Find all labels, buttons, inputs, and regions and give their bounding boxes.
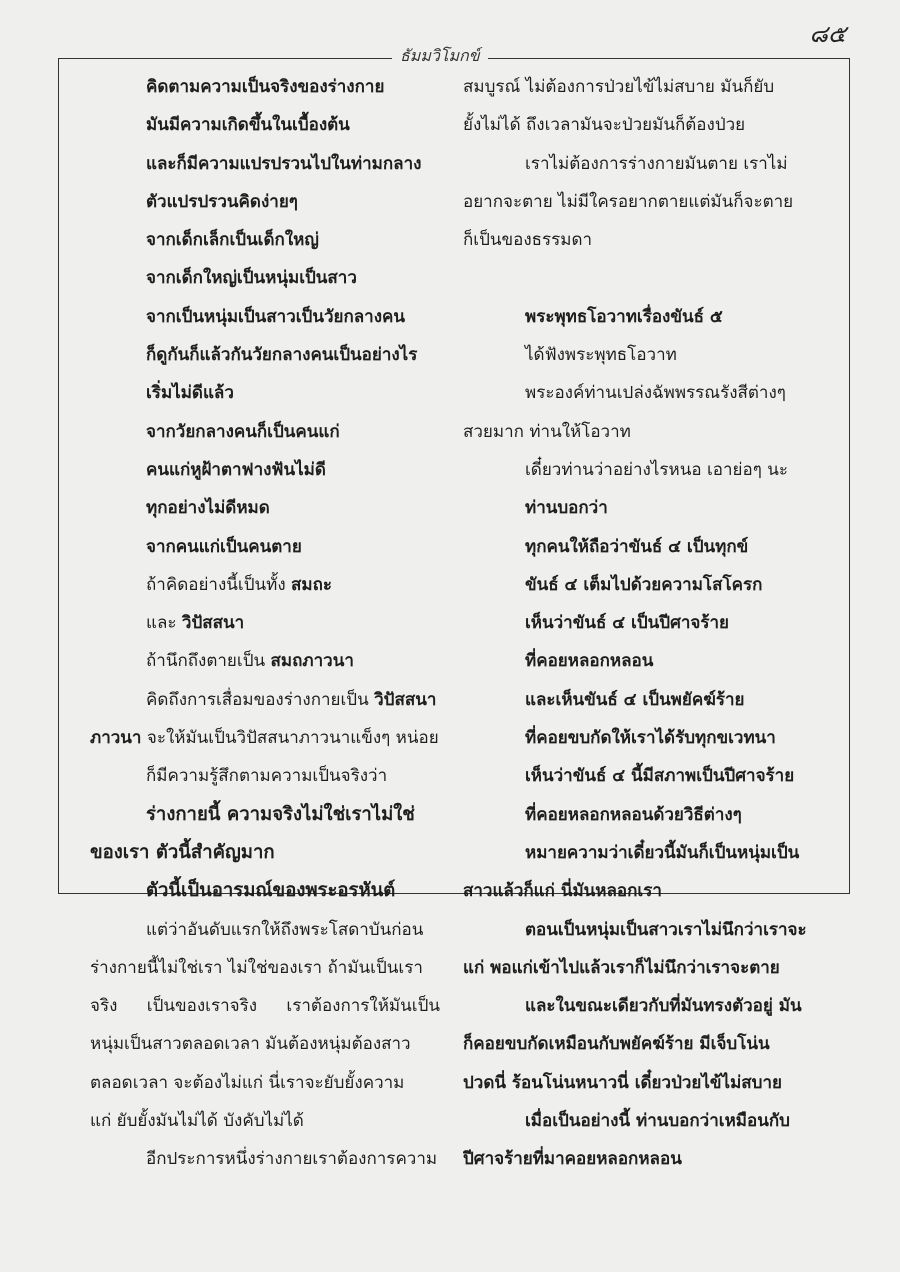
text-run: เราต้องการให้มันเป็น: [286, 996, 440, 1017]
text-line: เห็นว่าขันธ์ ๔ นี้มีสภาพเป็นปีศาจร้าย: [525, 766, 795, 787]
text-line: [90, 987, 440, 1025]
text-line: หมายความว่าเดี๋ยวนี้มันก็เป็นหนุ่มเป็น: [525, 842, 800, 863]
text-line: ก็คอยขบกัดเหมือนกับพยัคฆ์ร้าย มีเจ็บโน่น: [463, 1034, 770, 1055]
text-line: คนแก่หูฝ้าตาฟางฟันไม่ดี: [146, 459, 326, 480]
text-line: เราไม่ต้องการร่างกายมันตาย เราไม่: [525, 153, 788, 174]
text-line: ยั้งไม่ได้ ถึงเวลามันจะป่วยมันก็ต้องป่วย: [463, 115, 746, 136]
section-heading: พระพุทธโอวาทเรื่องขันธ์ ๕: [525, 306, 723, 327]
text-line: เห็นว่าขันธ์ ๔ เป็นปีศาจร้าย: [525, 613, 729, 634]
left-column: [90, 68, 440, 1179]
text-line: จากเป็นหนุ่มเป็นสาวเป็นวัยกลางคน: [146, 306, 406, 327]
text-run: จริง: [90, 996, 118, 1017]
text-line: ก็ดูกันก็แล้วกันวัยกลางคนเป็นอย่างไร: [146, 345, 418, 366]
text-line: อีกประการหนึ่งร่างกายเราต้องการความ: [146, 1149, 438, 1170]
text-line: จากเด็กใหญ่เป็นหนุ่มเป็นสาว: [146, 268, 357, 289]
text-run: เป็นของเราจริง: [146, 996, 258, 1017]
term-vipassana: วิปัสสนา: [181, 613, 245, 634]
text-line: [90, 642, 440, 680]
text-line: ทุกอย่างไม่ดีหมด: [146, 498, 270, 519]
text-line: ที่คอยขบกัดให้เราได้รับทุกขเวทนา: [525, 728, 776, 749]
text-line: ก็มีความรู้สึกตามความเป็นจริงว่า: [146, 766, 388, 787]
text-line: [90, 681, 440, 719]
text-line: และเห็นขันธ์ ๔ เป็นพยัคฆ์ร้าย: [525, 689, 745, 710]
text-line: เดี๋ยวท่านว่าอย่างไรหนอ เอาย่อๆ นะ: [525, 459, 788, 480]
text-line: แก่ ยับยั้งมันไม่ได้ บังคับไม่ได้: [90, 1111, 304, 1132]
text-line: สาวแล้วก็แก่ นี่มันหลอกเรา: [463, 881, 662, 902]
text-line: ทุกคนให้ถือว่าขันธ์ ๔ เป็นทุกข์: [525, 536, 749, 557]
text-run: และ: [146, 613, 177, 634]
term-samatha-bhavana: สมถภาวนา: [270, 651, 354, 672]
text-line: ท่านบอกว่า: [525, 498, 608, 519]
text-line: ปีศาจร้ายที่มาคอยหลอกหลอน: [463, 1149, 682, 1170]
right-column: [463, 68, 825, 1179]
page-number: ๘๕: [809, 20, 846, 48]
text-line: หนุ่มเป็นสาวตลอดเวลา มันต้องหนุ่มต้องสาว: [90, 1034, 411, 1055]
text-line: จากคนแก่เป็นคนตาย: [146, 536, 302, 557]
text-line: [90, 604, 440, 642]
text-run: ถ้าคิดอย่างนี้เป็นทั้ง: [146, 574, 286, 595]
text-run: จะให้มันเป็นวิปัสสนาภาวนาแข็งๆ หน่อย: [146, 728, 439, 749]
text-line: คิดตามความเป็นจริงของร่างกาย: [146, 77, 385, 97]
text-line: ได้ฟังพระพุทธโอวาท: [525, 345, 677, 366]
text-line: สวยมาก ท่านให้โอวาท: [463, 421, 631, 442]
text-line: [90, 719, 440, 757]
text-line: พระองค์ท่านเปล่งฉัพพรรณรังสีต่างๆ: [525, 383, 786, 404]
text-line: มันมีความเกิดขึ้นในเบื้องต้น: [146, 115, 350, 136]
text-line: ก็เป็นของธรรมดา: [463, 230, 593, 251]
text-line: จากวัยกลางคนก็เป็นคนแก่: [146, 421, 340, 442]
text-line: ตัวแปรปรวนคิดง่ายๆ: [146, 191, 298, 212]
text-line: เริ่มไม่ดีแล้ว: [146, 383, 234, 404]
text-line: แก่ พอแก่เข้าไปแล้วเราก็ไม่นึกว่าเราจะตาย: [463, 957, 780, 978]
text-line: ร่างกายนี้ไม่ใช่เรา ไม่ใช่ของเรา ถ้ามันเป็นเรา: [90, 957, 423, 978]
term-bhavana: ภาวนา: [90, 728, 142, 749]
text-run: ถ้านึกถึงตายเป็น: [146, 651, 266, 672]
text-line: ของเรา ตัวนี้สำคัญมาก: [90, 841, 275, 863]
text-line: แต่ว่าอันดับแรกให้ถึงพระโสดาบันก่อน: [146, 919, 424, 940]
text-line: ที่คอยหลอกหลอนด้วยวิธีต่างๆ: [525, 804, 742, 825]
term-vipassana: วิปัสสนา: [374, 689, 437, 710]
text-line: ปวดนี่ ร้อนโน่นหนาวนี่ เดี๋ยวป่วยไข้ไม่สบาย: [463, 1072, 782, 1093]
text-line: ตัวนี้เป็นอารมณ์ของพระอรหันต์: [146, 880, 396, 902]
running-title: ธัมมวิโมกข์: [392, 44, 488, 69]
text-line: ตอนเป็นหนุ่มเป็นสาวเราไม่นึกว่าเราจะ: [525, 919, 807, 940]
text-line: ที่คอยหลอกหลอน: [525, 651, 654, 672]
term-samatha: สมถะ: [291, 574, 333, 595]
text-line: ตลอดเวลา จะต้องไม่แก่ นี่เราจะยับยั้งความ: [90, 1072, 405, 1093]
text-line: ขันธ์ ๔ เต็มไปด้วยความโสโครก: [525, 574, 763, 595]
text-line: อยากจะตาย ไม่มีใครอยากตายแต่มันก็จะตาย: [463, 191, 794, 212]
text-line: และก็มีความแปรปรวนไปในท่ามกลาง: [146, 153, 422, 174]
text-line: [90, 566, 440, 604]
text-line: จากเด็กเล็กเป็นเด็กใหญ่: [146, 230, 319, 251]
text-run: คิดถึงการเสื่อมของร่างกายเป็น: [146, 689, 369, 710]
text-line: ร่างกายนี้ ความจริงไม่ใช่เราไม่ใช่: [146, 803, 415, 825]
text-line: และในขณะเดียวกับที่มันทรงตัวอยู่ มัน: [525, 996, 802, 1017]
text-line: สมบูรณ์ ไม่ต้องการป่วยไข้ไม่สบาย มันก็ยับ: [463, 77, 775, 97]
paragraph-gap: [463, 259, 825, 297]
text-line: เมื่อเป็นอย่างนี้ ท่านบอกว่าเหมือนกับ: [525, 1111, 790, 1132]
